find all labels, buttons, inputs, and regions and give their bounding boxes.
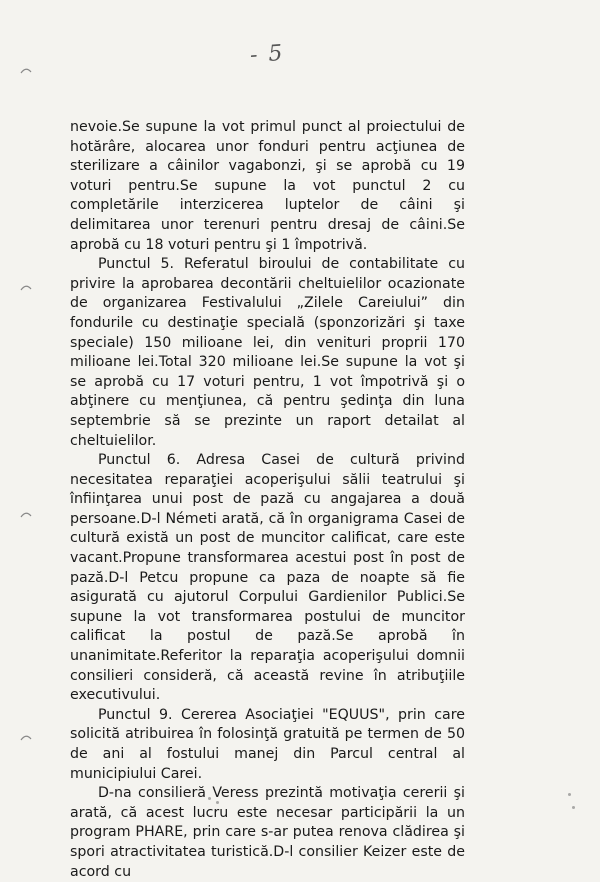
scan-speck	[572, 806, 575, 809]
scan-speck	[568, 793, 571, 796]
paragraph-punctul-9: Punctul 9. Cererea Asociaţiei "EQUUS", prin care solicită atribuirea în folosinţă gratuită pe termen de 50 de ani al fostului manej din Parcul central al municipiului Carei.	[70, 706, 465, 782]
page-number: - 5	[249, 40, 286, 69]
punch-mark-icon	[20, 733, 32, 741]
paragraph-veress: D-na consilieră Veress prezintă motivaţia cererii şi arată, că acest lucru este necesar participării la un program PHARE, prin care s-ar putea renova clădirea şi spori atractivitatea turistică.D-l consilier Keizer este de acord cu	[70, 785, 465, 880]
punch-mark-1	[20, 66, 32, 74]
paragraph-punctul-6: Punctul 6. Adresa Casei de cultură privind necesitatea reparaţiei acoperişului sălii teatrului şi înfiinţarea unui post de pază cu angajarea a două persoane.D-l Németi arată, că în organigrama Casei de cultură există un post de muncitor calificat, care este vacant.Propune transformarea acestui post în post de pază.D-l Petcu propune ca paza de noapte să fie asigurată cu ajutorul Corpului Gardienilor Publici.Se supune la vot transformarea postului de muncitor calificat la postul de pază.Se aprobă în unanimitate.Referitor la reparaţia acoperişului domnii consilieri consideră, că această revine în atribuţiile executivului.	[70, 452, 465, 704]
punch-mark-3	[20, 510, 32, 518]
paragraph-punctul-5: Punctul 5. Referatul biroului de contabilitate cu privire la aprobarea decontării cheltuielilor ocazionate de organizarea Festivalului „Zilele Careiului” din fondurile cu destinaţie specială (sponzorizări şi taxe speciale) 150 milioane lei, din venituri proprii 170 milioane lei.Total 320 milioane lei.Se supune la vot şi se aprobă cu 17 voturi pentru, 1 vot împotrivă şi o abţinere cu menţiunea, că pentru şedinţa din luna septembrie să se prezinte un raport detailat al cheltuielilor.	[70, 256, 465, 449]
punch-mark-2	[20, 283, 32, 291]
paragraph-continuation: nevoie.Se supune la vot primul punct al proiectului de hotărâre, alocarea unor fonduri pentru acţiunea de sterilizare a câinilor vagabonzi, şi se aprobă cu 19 voturi pentru.Se supune la vot punctul 2 cu completările interzicerea luptelor de câini şi delimitarea unor terenuri pentru dresaj de câini.Se aprobă cu 18 voturi pentru şi 1 împotrivă.	[70, 119, 465, 253]
punch-mark-icon	[20, 510, 32, 518]
document-body	[70, 118, 465, 882]
punch-mark-icon	[20, 283, 32, 291]
punch-mark-4	[20, 733, 32, 741]
punch-mark-icon	[20, 66, 32, 74]
